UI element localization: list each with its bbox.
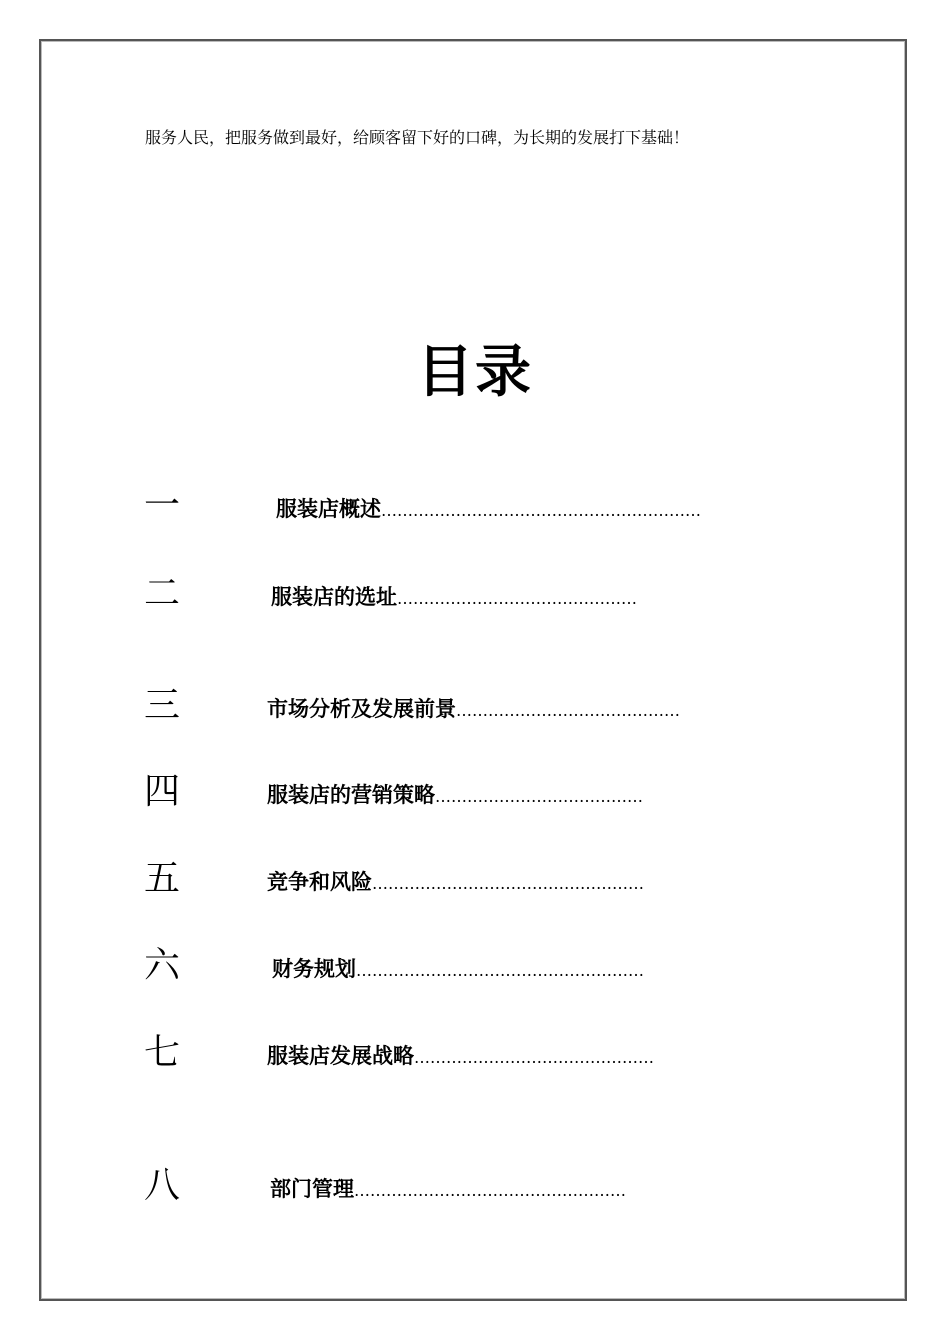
toc-item-leader: …………………………………………… [372, 874, 644, 893]
toc-item-title: 竞争和风险 [267, 870, 372, 894]
toc-item [0, 857, 950, 917]
toc-title: 目录 [417, 339, 533, 405]
toc-item-leader: ………………………………… [435, 787, 643, 806]
toc-item-title: 服装店概述 [276, 497, 381, 521]
toc-item-entry [276, 494, 701, 526]
toc-item-entry [267, 867, 644, 899]
toc-item-entry [271, 582, 637, 614]
toc-item-entry [272, 954, 644, 986]
toc-item [0, 770, 950, 830]
toc-item-title: 市场分析及发展前景 [267, 697, 456, 721]
toc-item [0, 484, 950, 544]
toc-item-entry [267, 1041, 654, 1073]
toc-item-entry [270, 1174, 626, 1206]
toc-item-title: 服装店的选址 [271, 585, 397, 609]
toc-item-title: 服装店的营销策略 [267, 783, 435, 807]
motto-text: 服务人民，把服务做到最好，给顾客留下好的口碑，为长期的发展打下基础！ [145, 128, 690, 147]
toc-item-leader: ……………………………………………… [356, 961, 644, 980]
toc-item [0, 1031, 950, 1091]
toc-item-leader: …………………………………………………… [381, 501, 701, 520]
toc-item-number: 二 [144, 573, 181, 614]
toc-item-title: 部门管理 [270, 1177, 354, 1201]
page-border [39, 39, 907, 1301]
toc-item-number: 六 [144, 945, 181, 986]
toc-item-number: 五 [144, 858, 181, 899]
toc-item-number: 八 [144, 1165, 181, 1206]
toc-item-number: 一 [144, 485, 181, 526]
toc-item-leader: …………………………………………… [354, 1181, 626, 1200]
toc-item [0, 1164, 950, 1224]
toc-item-number: 七 [144, 1032, 181, 1073]
toc-item-title: 财务规划 [272, 957, 356, 981]
toc-item-number: 四 [144, 771, 181, 812]
toc-item-leader: ……………………………………… [414, 1048, 654, 1067]
toc-item-leader: ……………………………………… [397, 589, 637, 608]
toc-item [0, 684, 950, 744]
toc-item-title: 服装店发展战略 [267, 1044, 414, 1068]
toc-item-entry [267, 694, 680, 726]
toc-item [0, 944, 950, 1004]
toc-item-leader: …………………………………… [456, 701, 680, 720]
toc-item-number: 三 [144, 685, 181, 726]
toc-item-entry [267, 780, 643, 812]
toc-item [0, 572, 950, 632]
